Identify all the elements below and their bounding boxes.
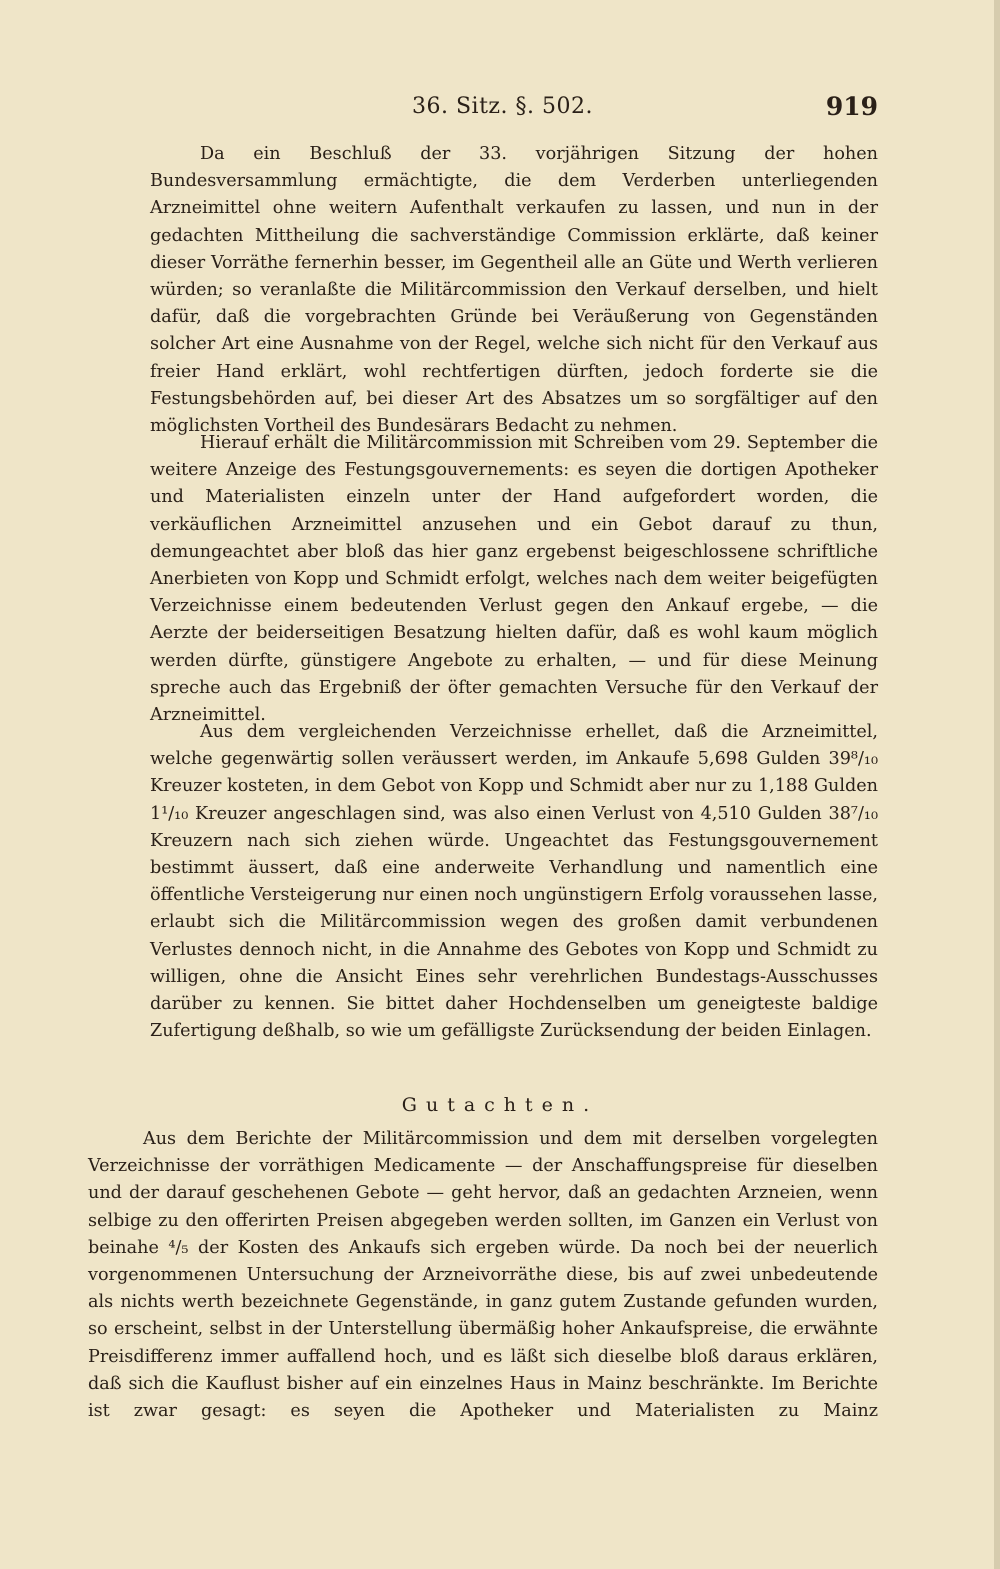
running-head: 36. Sitz. §. 502.: [412, 94, 593, 119]
paragraph-3: Aus dem vergleichenden Verzeichnisse erhellet, daß die Arzneimittel, welche gegenwärtig sollen veräussert werden, im Ankaufe 5,698 Gulden 39⁸/₁₀ Kreuzer kosteten, in dem Gebot von Kopp und Schmidt aber nur zu 1,188 Gulden 1¹/₁₀ Kreuzer angeschlagen sind, was also einen Verlust von 4,510 Gulden 38⁷/₁₀ Kreuzern nach sich ziehen würde. Ungeachtet das Festungsgouvernement bestimmt äussert, daß eine anderweite Verhandlung und namentlich eine öffentliche Versteigerung nur einen noch ungünstigern Erfolg voraussehen lasse, erlaubt sich die Militärcommission wegen des großen damit verbundenen Verlustes dennoch nicht, in die Annahme des Gebotes von Kopp und Schmidt zu willigen, ohne die Ansicht Eines sehr verehrlichen Bundestags-Ausschusses darüber zu kennen. Sie bittet daher Hochdenselben um geneigteste baldige Zufertigung deßhalb, so wie um gefälligste Zurücksendung der beiden Einlagen.: [150, 722, 878, 1042]
page-edge: [994, 0, 1000, 1569]
section-heading: Gutachten.: [401, 1094, 599, 1116]
page-number: 919: [825, 92, 878, 121]
paragraph-2: Hierauf erhält die Militärcommission mit Schreiben vom 29. September die weitere Anzeige des Festungsgouvernements: es seyen die dortigen Apotheker und Materialisten einzeln unter der Hand aufgefordert worden, die verkäuflichen Arzneimittel anzusehen und ein Gebot darauf zu thun, demungeachtet aber bloß das hier ganz ergebenst beigeschlossene schriftliche Anerbieten von Kopp und Schmidt erfolgt, welches nach dem weiter beigefügten Verzeichnisse einem bedeutenden Verlust gegen den Ankauf ergebe, — die Aerzte der beiderseitigen Besatzung hielten dafür, daß es wohl kaum möglich werden dürfte, günstigere Angebote zu erhalten, — und für diese Meinung spreche auch das Ergebniß der öfter gemachten Versuche für den Verkauf der Arzneimittel.: [150, 433, 878, 726]
paragraph-4: Aus dem Berichte der Militärcommission und dem mit derselben vorgelegten Verzeichnisse der vorräthigen Medicamente — der Anschaffungspreise für dieselben und der darauf geschehenen Gebote — geht hervor, daß an gedachten Arzneien, wenn selbige zu den offerirten Preisen abgegeben werden sollten, im Ganzen ein Verlust von beinahe ⁴/₅ der Kosten des Ankaufs sich ergeben würde. Da noch bei der neuerlich vorgenommenen Untersuchung der Arzneivorräthe diese, bis auf zwei unbedeutende als nichts werth bezeichnete Gegenstände, in ganz gutem Zustande gefunden wurden, so erscheint, selbst in der Unterstellung übermäßig hoher Ankaufspreise, die erwähnte Preisdifferenz immer auffallend hoch, und es läßt sich dieselbe bloß daraus erklären, daß sich die Kauflust bisher auf ein einzelnes Haus in Mainz beschränkte. Im Berichte ist zwar gesagt: es seyen die Apotheker und Materialisten zu Mainz: [88, 1129, 878, 1422]
paragraph-1: Da ein Beschluß der 33. vorjährigen Sitzung der hohen Bundesversammlung ermächtigte, die dem Verderben unterliegenden Arzneimittel ohne weitern Aufenthalt verkaufen zu lassen, und nun in der gedachten Mittheilung die sachverständige Commission erklärte, daß keiner dieser Vorräthe fernerhin besser, im Gegentheil alle an Güte und Werth verlieren würden; so veranlaßte die Militärcommission den Verkauf derselben, und hielt dafür, daß die vorgebrachten Gründe bei Veräußerung von Gegenständen solcher Art eine Ausnahme von der Regel, welche sich nicht für den Verkauf aus freier Hand erklärt, wohl rechtfertigen dürften, jedoch forderte sie die Festungsbehörden auf, bei dieser Art des Absatzes um so sorgfältiger auf den möglichsten Vortheil des Bundesärars Bedacht zu nehmen.: [150, 144, 878, 437]
page-header: [150, 88, 880, 128]
